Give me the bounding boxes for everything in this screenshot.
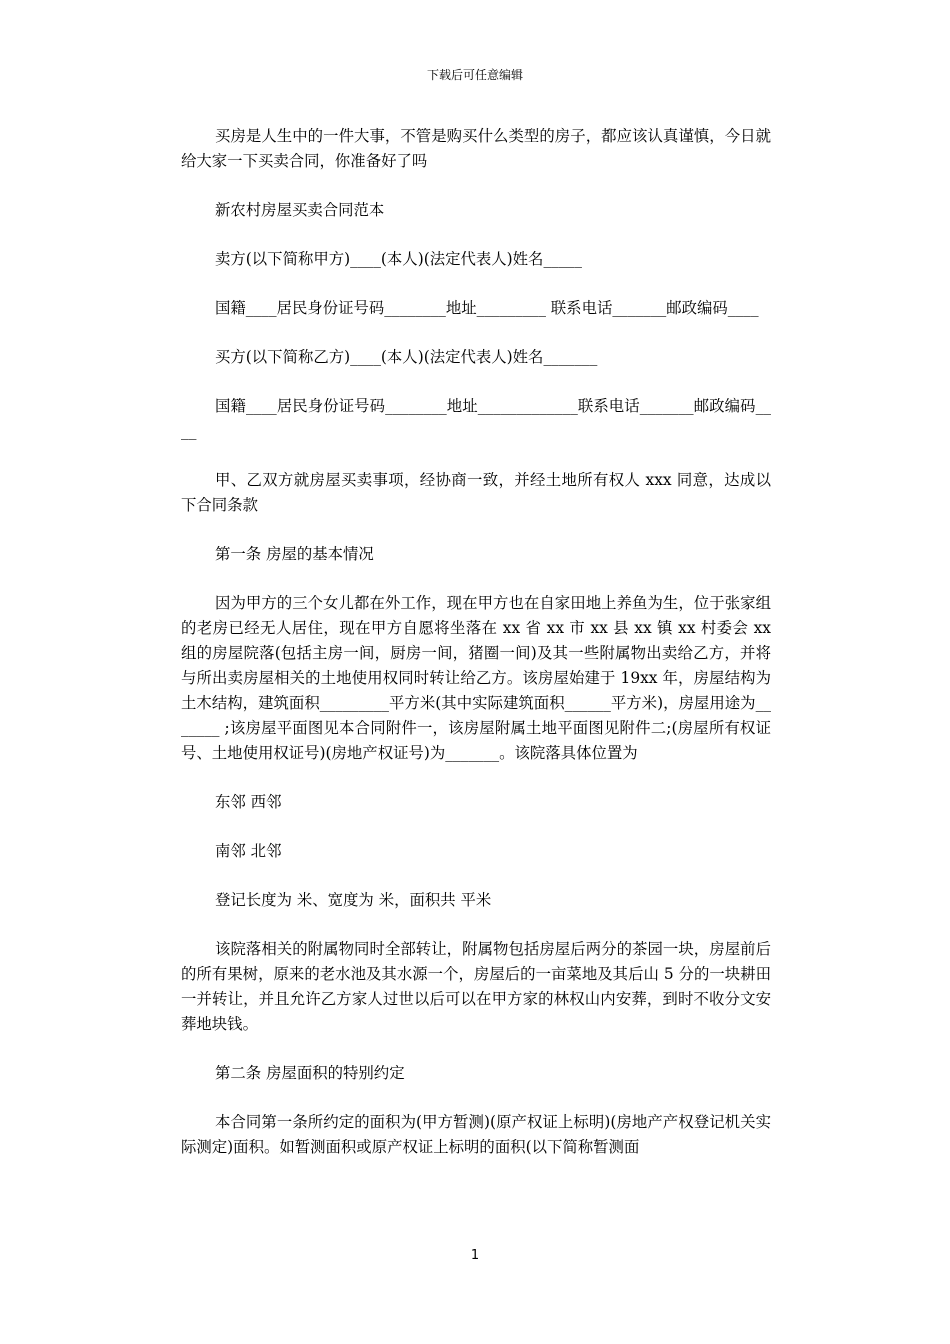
article-1-body: 因为甲方的三个女儿都在外工作，现在甲方也在自家田地上养鱼为生，位于张家组的老房已经无人居住，现在甲方自愿将坐落在 xx 省 xx 市 xx 县 xx 镇 xx 村委会 xx 组的房屋院落(包括主房一间，厨房一间，猪圈一间)及其一些附属物出卖给乙方，并将与所出卖房屋相关的土地使用权同时转让给乙方。该房屋始建于 19xx 年，房屋结构为土木结构，建筑面积_________平方米(其中实际建筑面积______平方米)，房屋用途为_______ ;该房屋平面图见本合同附件一，该房屋附属土地平面图见附件二;(房屋所有权证号、土地使用权证号)(房地产权证号)为_______。该院落具体位置为 — [181, 594, 776, 762]
registered-dimensions: 登记长度为 米、宽度为 米，面积共 平米 — [215, 891, 492, 909]
document-body — [181, 124, 776, 1184]
page-number: 1 — [470, 1248, 480, 1263]
page-header: 下载后可任意编辑 — [426, 68, 523, 82]
article-1-heading: 第一条 房屋的基本情况 — [215, 545, 374, 563]
agreement-paragraph: 甲、乙双方就房屋买卖事项，经协商一致，并经土地所有权人 xxx 同意，达成以下合同条款 — [181, 471, 771, 514]
contract-title: 新农村房屋买卖合同范本 — [215, 201, 385, 219]
buyer-details: 国籍____居民身份证号码________地址_____________联系电话_______邮政编码____ — [181, 397, 771, 440]
article-2-heading: 第二条 房屋面积的特别约定 — [215, 1064, 405, 1082]
south-north-neighbors: 南邻 北邻 — [215, 842, 282, 860]
article-2-body: 本合同第一条所约定的面积为(甲方暂测)(原产权证上标明)(房地产产权登记机关实际测定)面积。如暂测面积或原产权证上标明的面积(以下简称暂测面 — [181, 1113, 771, 1156]
buyer-line: 买方(以下简称乙方)____(本人)(法定代表人)姓名_______ — [215, 348, 598, 366]
seller-line: 卖方(以下简称甲方)____(本人)(法定代表人)姓名_____ — [215, 250, 582, 268]
attachments-paragraph: 该院落相关的附属物同时全部转让，附属物包括房屋后两分的茶园一块，房屋前后的所有果树，原来的老水池及其水源一个，房屋后的一亩菜地及其后山 5 分的一块耕田一并转让，并且允许乙方家人过世以后可以在甲方家的林权山内安葬，到时不收分文安葬地块钱。 — [181, 940, 771, 1033]
seller-details: 国籍____居民身份证号码________地址_________ 联系电话_______邮政编码____ — [215, 299, 759, 317]
intro-paragraph: 买房是人生中的一件大事，不管是购买什么类型的房子，都应该认真谨慎，今日就给大家一下买卖合同，你准备好了吗 — [181, 127, 771, 170]
east-west-neighbors: 东邻 西邻 — [215, 793, 282, 811]
